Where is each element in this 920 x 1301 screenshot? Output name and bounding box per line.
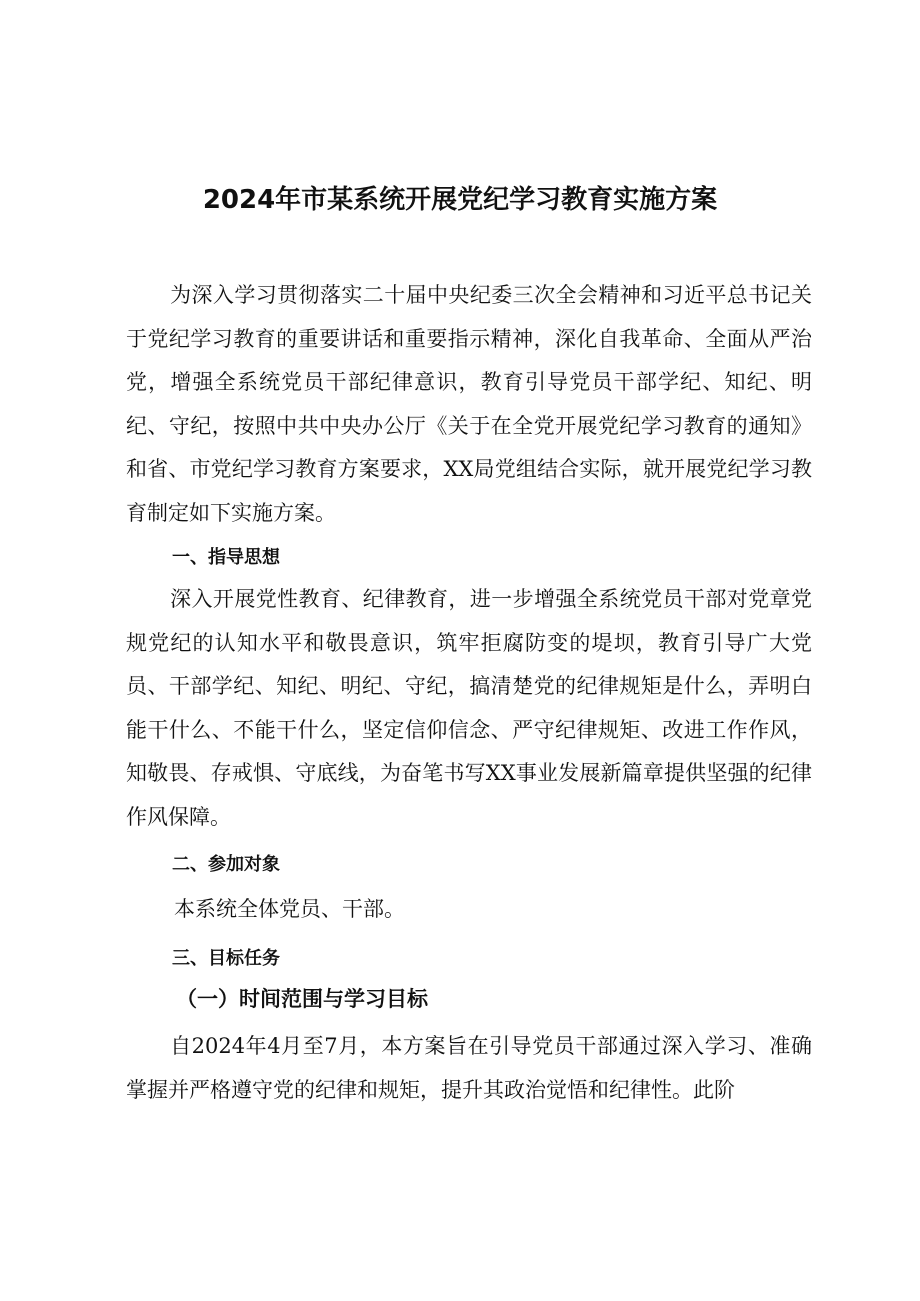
subsection-heading-time-scope: （一）时间范围与学习目标 (176, 986, 428, 1011)
section-heading-participants: 二、参加对象 (172, 854, 280, 875)
section-body-goals: 自2024年4月至7月，本方案旨在引导党员干部通过深入学习、准确掌握并严格遵守党的纪律和规矩，提升其政治觉悟和纪律性。此阶 (126, 1034, 812, 1102)
section-body-participants: 本系统全体党员、干部。 (174, 897, 405, 921)
section-body-guiding-ideology: 深入开展党性教育、纪律教育，进一步增强全系统党员干部对党章党规党纪的认知水平和敬畏意识，筑牢拒腐防变的堤坝，教育引导广大党员、干部学纪、知纪、明纪、守纪，搞清楚党的纪律规矩是什么，弄明白能干什么、不能干什么，坚定信仰信念、严守纪律规矩、改进工作作风，知敬畏、存戒惧、守底线，为奋笔书写XX事业发展新篇章提供坚强的纪律作风保障。 (126, 587, 812, 829)
section-heading-guiding-ideology: 一、指导思想 (172, 547, 280, 568)
document-title: 2024年市某系统开展党纪学习教育实施方案 (202, 185, 718, 215)
section-heading-goals: 三、目标任务 (172, 948, 280, 969)
intro-paragraph: 为深入学习贯彻落实二十届中央纪委三次全会精神和习近平总书记关于党纪学习教育的重要讲话和重要指示精神，深化自我革命、全面从严治党，增强全系统党员干部纪律意识，教育引导党员干部学纪、知纪、明纪、守纪，按照中共中央办公厅《关于在全党开展党纪学习教育的通知》和省、市党纪学习教育方案要求，XX局党组结合实际，就开展党纪学习教育制定如下实施方案。 (126, 283, 812, 525)
